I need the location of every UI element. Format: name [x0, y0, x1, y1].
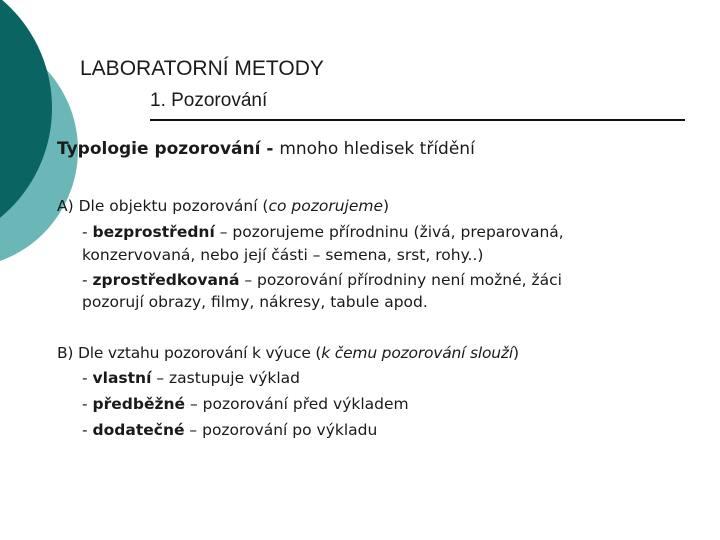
- slide-title: LABORATORNÍ METODY: [80, 57, 324, 80]
- slide-subtitle: 1. Pozorování: [150, 90, 268, 111]
- item-text: – pozorování po výkladu: [184, 421, 378, 439]
- section-a-item-2-cont: pozorují obrazy, filmy, nákresy, tabule apod.: [82, 293, 428, 311]
- item-text: – pozorování před výkladem: [185, 395, 409, 413]
- section-a-heading-italic: co pozorujeme: [268, 197, 384, 215]
- dash: -: [82, 271, 93, 289]
- typology-bold: Typologie pozorování -: [57, 139, 280, 159]
- item-bold: bezprostřední: [92, 223, 215, 241]
- section-a-heading-prefix: A) Dle objektu pozorování (: [57, 197, 269, 215]
- item-bold: dodatečné: [92, 421, 185, 439]
- item-bold: vlastní: [92, 369, 152, 387]
- section-b-item-vlastni: [82, 368, 300, 389]
- section-a-item-1: [82, 222, 564, 243]
- typology-line: [57, 139, 475, 160]
- section-a-item-2: [82, 270, 562, 291]
- section-b-heading: [57, 343, 519, 364]
- item-text: – pozorujeme přírodninu (živá, preparovaná,: [214, 223, 564, 241]
- section-b-item-predbezne: [82, 394, 409, 415]
- item-bold: zprostředkovaná: [92, 271, 240, 289]
- section-a-heading-suffix: ): [383, 197, 390, 215]
- item-text: – pozorování přírodniny není možné, žáci: [239, 271, 562, 289]
- dash: -: [82, 223, 93, 241]
- typology-text: mnoho hledisek třídění: [279, 139, 475, 159]
- title-underline: [150, 119, 685, 121]
- item-text: – zastupuje výklad: [151, 369, 301, 387]
- dash: -: [82, 421, 93, 439]
- dash: -: [82, 369, 93, 387]
- section-a-heading: [57, 196, 389, 217]
- item-bold: předběžné: [92, 395, 186, 413]
- section-b-heading-italic: k čemu pozorování slouží: [321, 344, 513, 362]
- section-a-item-1-cont: konzervovaná, nebo její části – semena, srst, rohy..): [82, 246, 484, 264]
- section-b-item-dodatecne: [82, 420, 377, 441]
- dash: -: [82, 395, 93, 413]
- section-b-heading-prefix: B) Dle vztahu pozorování k výuce (: [57, 344, 322, 362]
- section-b-heading-suffix: ): [512, 344, 519, 362]
